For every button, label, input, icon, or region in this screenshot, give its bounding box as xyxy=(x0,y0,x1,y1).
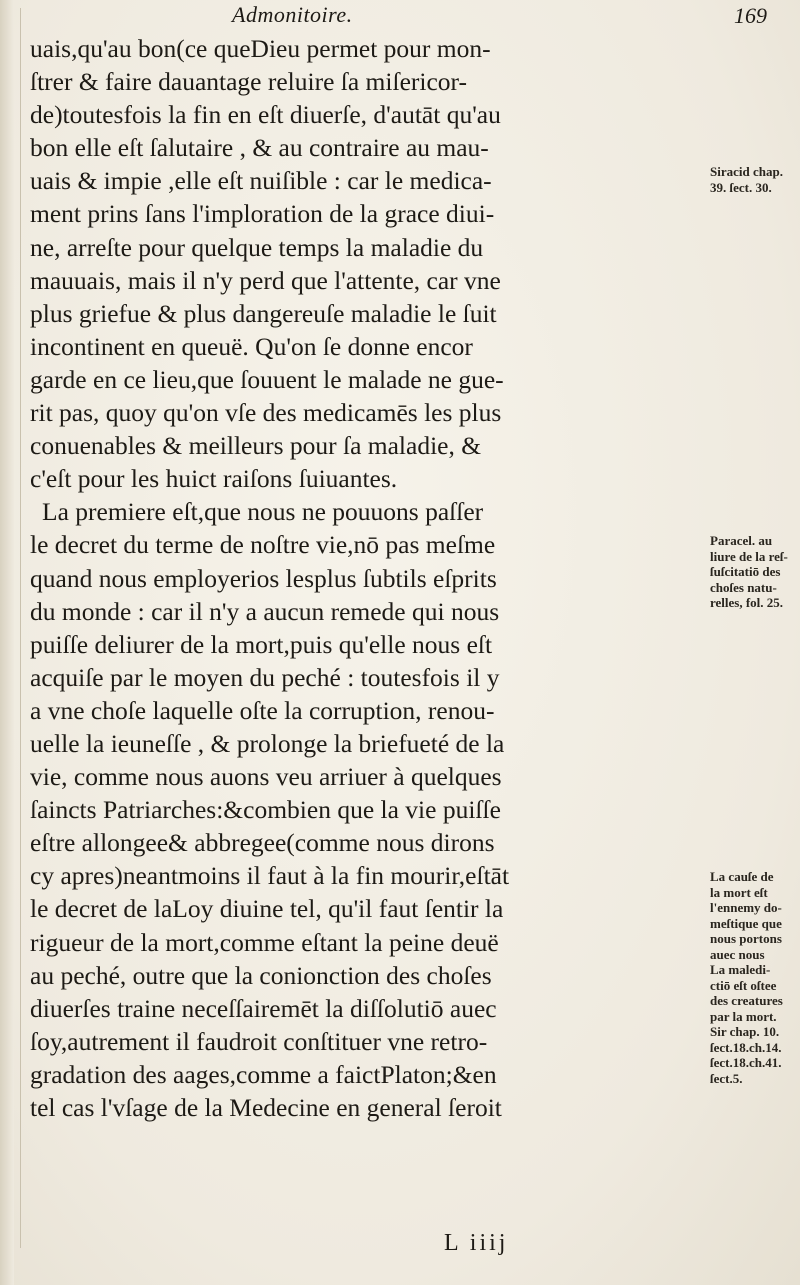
text-line: puiſſe deliurer de la mort,puis qu'elle nous eſt xyxy=(30,629,493,659)
text-line: ſaincts Patriarches:&combien que la vie puiſſe xyxy=(30,795,501,825)
text-line: garde en ce lieu,que ſouuent le malade ne gue- xyxy=(30,364,504,394)
margin-note-line: l'ennemy do- xyxy=(710,900,782,915)
margin-note-line: ctiō eſt oſtee xyxy=(710,977,777,993)
body-text xyxy=(30,32,734,1124)
margin-note-line: des creatures xyxy=(710,993,783,1008)
text-line: c'eſt pour les huict raiſons ſuiuantes. xyxy=(30,464,398,494)
text-line: mauuais, mais il n'y perd que l'attente, car vne xyxy=(30,265,501,295)
margin-note-siracid xyxy=(710,164,796,195)
text-line: plus griefue & plus dangereuſe maladie le ſuit xyxy=(30,298,497,328)
paragraph-start-line: La premiere eſt,que nous ne pouuons paſſer xyxy=(42,497,484,527)
text-line: diuerſes traine neceſſairemēt la diſſolutiō auec xyxy=(30,993,497,1023)
text-line: bon elle eſt ſalutaire , & au contraire au mau- xyxy=(30,133,489,163)
text-line: ſoy,autrement il faudroit conſtituer vne retro- xyxy=(30,1026,488,1056)
text-line: uais,qu'au bon(ce queDieu permet pour mon- xyxy=(30,34,491,63)
margin-note-line: Siracid chap. xyxy=(710,164,783,179)
text-line: le decret du terme de noſtre vie,nō pas meſme xyxy=(30,530,496,560)
text-line: au peché, outre que la conionction des choſes xyxy=(30,960,492,990)
text-line: incontinent en queuë. Qu'on ſe donne encor xyxy=(30,331,473,361)
margin-note-line: meſtique que xyxy=(710,915,782,931)
text-line: du monde : car il n'y a aucun remede qui nous xyxy=(30,596,500,626)
page-number: 169 xyxy=(734,3,767,28)
text-line: le decret de laLoy diuine tel, qu'il faut ſentir la xyxy=(30,894,504,924)
text-line: de)toutesfois la fin en eſt diuerſe, d'autāt qu'au xyxy=(30,100,501,130)
margin-note-line: auec nous xyxy=(710,946,765,962)
text-line: eſtre allongee& abbregee(comme nous dirons xyxy=(30,828,495,858)
margin-note-line: liure de la reſ- xyxy=(710,548,788,564)
text-line: ſtrer & faire dauantage reluire ſa miſericor- xyxy=(30,67,467,97)
text-line: quand nous employerios lesplus ſubtils eſprits xyxy=(30,563,497,593)
margin-note-line: la mort eſt xyxy=(710,884,768,900)
text-line: tel cas l'vſage de la Medecine en general ſeroit xyxy=(30,1093,502,1122)
margin-note-line: ſect.18.ch.41. xyxy=(710,1055,782,1070)
margin-note-line: Sir chap. 10. xyxy=(710,1024,780,1039)
margin-note-line: ſuſcitatiō des xyxy=(710,564,781,579)
margin-note-line: ſect.5. xyxy=(710,1070,743,1086)
text-line: a vne choſe laquelle oſte la corruption, renou- xyxy=(30,695,495,725)
text-line: gradation des aages,comme a faictPlaton;&en xyxy=(30,1059,497,1089)
text-line: cy apres)neantmoins il faut à la fin mourir,eſtāt xyxy=(30,861,510,891)
page-gutter-shadow xyxy=(0,0,14,1285)
text-line: uelle la ieuneſſe , & prolonge la briefueté de la xyxy=(30,728,505,758)
margin-note-line: ſect.18.ch.14. xyxy=(710,1039,782,1055)
text-line: rigueur de la mort,comme eſtant la peine deuë xyxy=(30,927,499,957)
margin-note-line: La maledi- xyxy=(710,962,771,977)
signature-mark: L iiij xyxy=(444,1230,509,1256)
margin-note-cause-of-death xyxy=(710,869,796,1086)
margin-note-line: 39. ſect. 30. xyxy=(710,179,772,195)
text-line: rit pas, quoy qu'on vſe des medicamēs les plus xyxy=(30,398,502,428)
text-line: conuenables & meilleurs pour ſa maladie, & xyxy=(30,431,482,461)
margin-note-line: nous portons xyxy=(710,931,782,946)
text-line: uais & impie ,elle eſt nuiſible : car le medica- xyxy=(30,166,492,196)
running-title: Admonitoire. xyxy=(232,2,353,27)
margin-note-line: La cauſe de xyxy=(710,869,774,884)
text-line: ne, arreſte pour quelque temps la maladie du xyxy=(30,232,484,262)
margin-note-paracelsus xyxy=(710,533,796,611)
text-line: ment prins ſans l'imploration de la grace diui- xyxy=(30,199,495,229)
margin-note-line: relles, fol. 25. xyxy=(710,595,784,610)
page-header xyxy=(0,2,800,32)
margin-rule xyxy=(20,8,21,1248)
margin-note-line: choſes natu- xyxy=(710,579,777,595)
margin-note-line: Paracel. au xyxy=(710,533,773,548)
text-line: acquiſe par le moyen du peché : toutesfois il y xyxy=(30,662,500,692)
text-line: vie, comme nous auons veu arriuer à quelques xyxy=(30,762,502,792)
margin-note-line: par la mort. xyxy=(710,1008,777,1024)
